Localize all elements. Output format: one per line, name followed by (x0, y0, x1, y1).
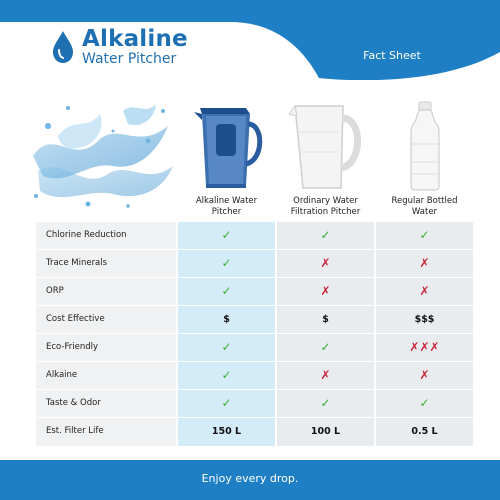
table-row (36, 250, 473, 278)
check-icon: ✓ (320, 228, 331, 242)
cross-icon: ✗ (320, 256, 331, 270)
footer (0, 460, 500, 500)
check-icon: ✓ (221, 284, 232, 298)
row-label: ORP (46, 286, 64, 296)
white-pitcher-image (289, 102, 363, 192)
water-bottle-image (405, 100, 445, 192)
cross-icon: ✗ (419, 368, 430, 382)
row-label: Alkaine (46, 370, 78, 380)
cross-icon: ✗ (320, 368, 331, 382)
cross-icon: ✗✗✗ (409, 340, 440, 354)
check-icon: ✓ (221, 396, 232, 410)
column-3-image (376, 100, 473, 192)
cost-value: $ (223, 314, 230, 325)
column-header-alkaline: Alkaline Water Pitcher (195, 196, 258, 217)
comparison-table (36, 222, 473, 446)
check-icon: ✓ (221, 256, 232, 270)
table-row (36, 306, 473, 334)
column-header-ordinary: Ordinary Water Filtration Pitcher (290, 196, 361, 217)
table-row (36, 278, 473, 306)
check-icon: ✓ (320, 396, 331, 410)
row-label: Trace Minerals (46, 258, 108, 268)
cross-icon: ✗ (320, 284, 331, 298)
table-row (36, 222, 473, 250)
brand-name: Alkaline (82, 26, 188, 52)
filter-life-value: 0.5 L (411, 426, 438, 437)
row-label: Eco-Friendly (46, 342, 99, 352)
cost-value: $$$ (414, 314, 435, 325)
blue-pitcher-image (190, 102, 264, 192)
cross-icon: ✗ (419, 284, 430, 298)
row-label: Chlorine Reduction (46, 230, 127, 240)
check-icon: ✓ (320, 340, 331, 354)
table-row (36, 362, 473, 390)
check-icon: ✓ (221, 368, 232, 382)
check-icon: ✓ (221, 228, 232, 242)
check-icon: ✓ (221, 340, 232, 354)
row-label: Est. Filter Life (46, 426, 104, 436)
column-2-image (277, 100, 374, 192)
table-row (36, 390, 473, 418)
check-icon: ✓ (419, 228, 430, 242)
fact-sheet-label: Fact Sheet (363, 49, 421, 62)
header (0, 22, 500, 80)
water-splash-image (28, 96, 176, 214)
water-drop-icon (50, 30, 76, 64)
footer-tagline: Enjoy every drop. (201, 472, 299, 485)
brand-logo (50, 28, 188, 66)
cross-icon: ✗ (419, 256, 430, 270)
filter-life-value: 100 L (310, 426, 341, 437)
row-label: Taste & Odor (46, 398, 101, 408)
filter-life-value: 150 L (211, 426, 242, 437)
row-label: Cost Effective (46, 314, 105, 324)
brand-subtitle: Water Pitcher (82, 51, 177, 67)
table-row (36, 418, 473, 446)
check-icon: ✓ (419, 396, 430, 410)
column-1-image (178, 100, 275, 192)
top-band (0, 0, 500, 22)
column-header-bottled: Regular Bottled Water (391, 196, 458, 217)
table-row (36, 334, 473, 362)
cost-value: $ (322, 314, 329, 325)
